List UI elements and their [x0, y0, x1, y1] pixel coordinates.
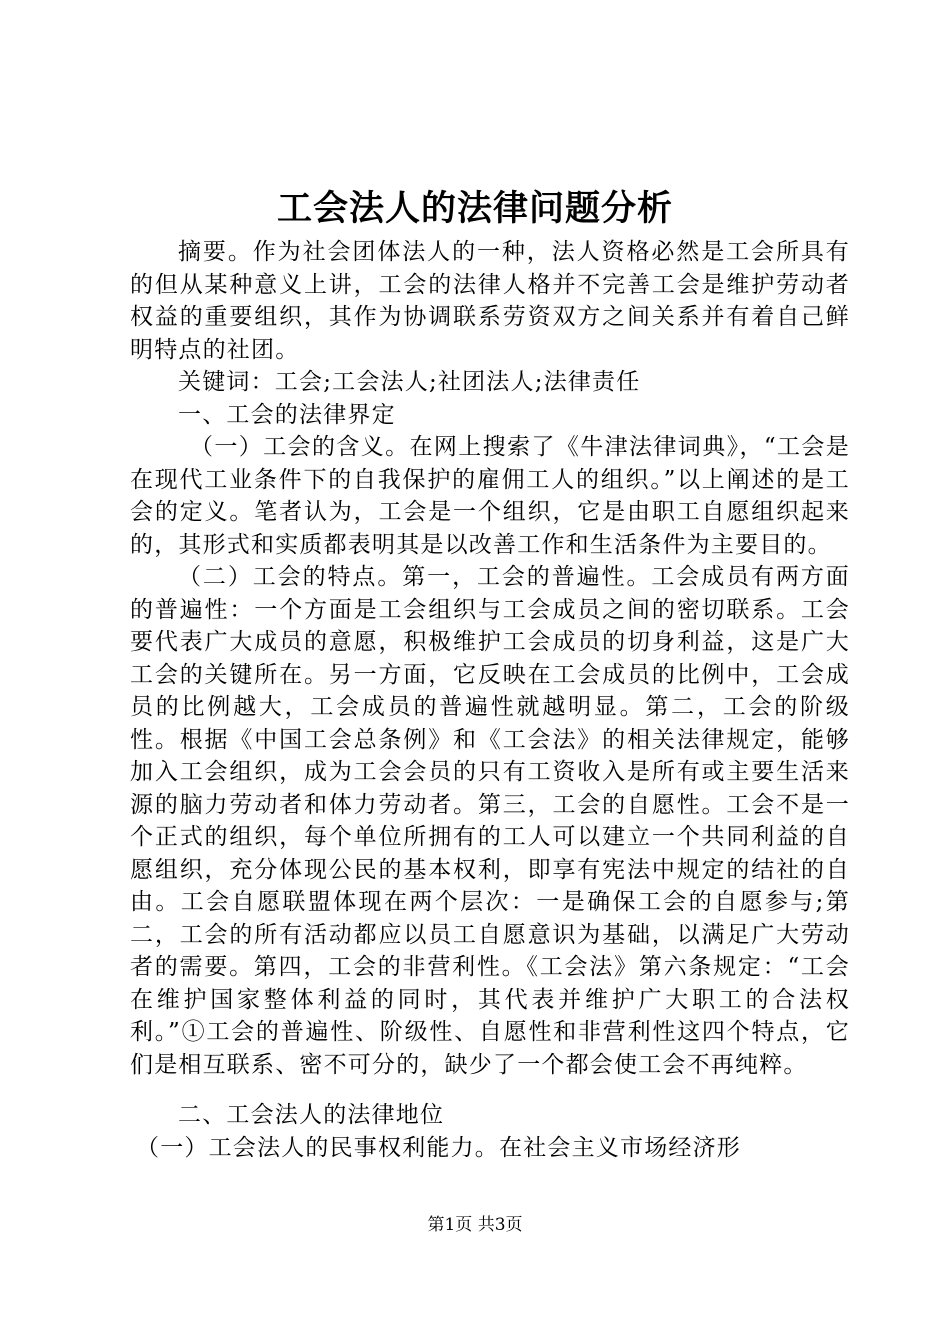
- paragraph-civil-capacity: （一）工会法人的民事权利能力。在社会主义市场经济形: [136, 1134, 741, 1161]
- document-title: 工会法人的法律问题分析: [276, 188, 673, 229]
- paragraph-definition: （一）工会的含义。在网上搜索了《牛津法律词典》，“工会是在现代工业条件下的自我保护的雇佣工人的组织。”以上阐述的是工会的定义。笔者认为，工会是一个组织，它是由职工自愿组织起来的，其形式和实质都表明其是以改善工作和生活条件为主要目的。: [130, 434, 850, 558]
- section-heading-1: 一、工会的法律界定: [178, 401, 396, 428]
- paragraph-characteristics: （二）工会的特点。第一，工会的普遍性。工会成员有两方面的普遍性：一个方面是工会组织与工会成员之间的密切联系。工会要代表广大成员的意愿，积极维护工会成员的切身利益，这是广大工会的关键所在。另一方面，它反映在工会成员的比例中，工会成员的比例越大，工会成员的普遍性就越明显。第二，工会的阶级性。根据《中国工会总条例》和《工会法》的相关法律规定，能够加入工会组织，成为工会会员的只有工资收入是所有或主要生活来源的脑力劳动者和体力劳动者。第三，工会的自愿性。工会不是一个正式的组织，每个单位所拥有的工人可以建立一个共同利益的自愿组织，充分体现公民的基本权利，即享有宪法中规定的结社的自由。工会自愿联盟体现在两个层次：一是确保工会的自愿参与;第二，工会的所有活动都应以员工自愿意识为基础，以满足广大劳动者的需要。第四，工会的非营利性。《工会法》第六条规定：“工会在维护国家整体利益的同时，其代表并维护广大职工的合法权利。”①工会的普遍性、阶级性、自愿性和非营利性这四个特点，它们是相互联系、密不可分的，缺少了一个都会使工会不再纯粹。: [130, 564, 850, 1078]
- keywords-line: 关键词：工会;工会法人;社团法人;法律责任: [178, 369, 641, 395]
- paragraph-gap: [130, 1081, 850, 1099]
- abstract-paragraph: 摘要。作为社会团体法人的一种，法人资格必然是工会所具有的但从某种意义上讲，工会的法律人格并不完善工会是维护劳动者权益的重要组织，其作为协调联系劳资双方之间关系并有着自己鲜明特点的社团。: [130, 239, 850, 363]
- section-heading-2: 二、工会法人的法律地位: [178, 1102, 445, 1128]
- document-body: [130, 236, 850, 1164]
- page-number-footer: 第1页 共3页: [427, 1215, 523, 1235]
